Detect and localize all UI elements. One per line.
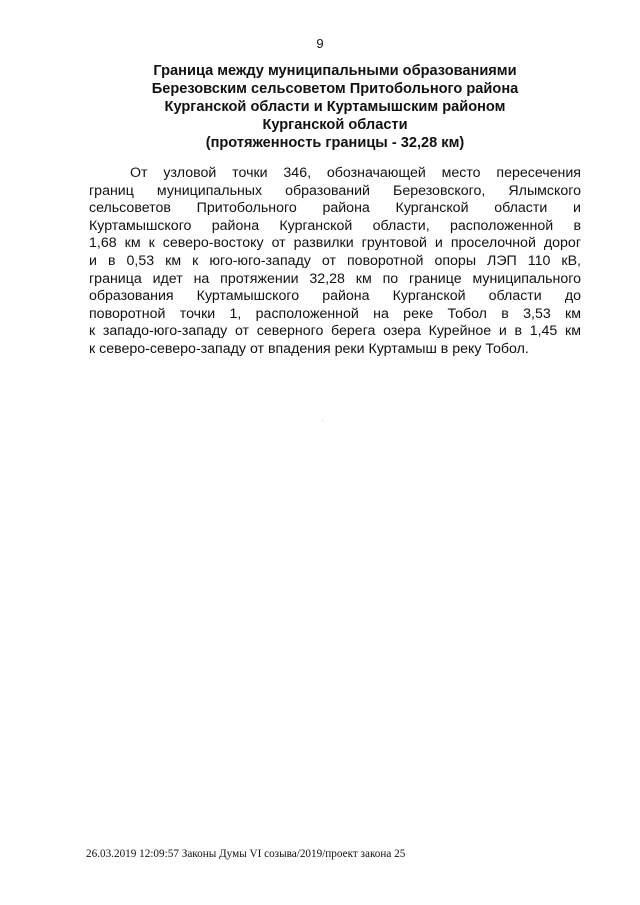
footer-stamp: 26.03.2019 12:09:57 Законы Думы VI созыва/2019/проект закона 25 (86, 848, 406, 860)
title-line: (протяженность границы - 32,28 км) (205, 135, 465, 151)
body-line: 1,68 км к северо-востоку от развилки грунтовой и проселочной дорог (89, 235, 581, 252)
body-line: и в 0,53 км к юго-юго-западу от поворотной опоры ЛЭП 110 кВ, (89, 252, 581, 269)
document-title (88, 62, 582, 152)
boundary-description (89, 165, 581, 359)
body-line: поворотной точки 1, расположенной на реке Тобол в 3,53 км (89, 305, 581, 322)
body-line: образования Куртамышского района Курганской области до (89, 288, 581, 305)
title-line: Курганской области (262, 117, 408, 133)
body-line: Куртамышского района Курганской области, расположенной в (89, 217, 581, 234)
scan-speck (322, 420, 323, 421)
title-line: Курганской области и Куртамышским районом (164, 99, 506, 115)
body-line: границ муниципальных образований Березовского, Ялымского (89, 182, 581, 199)
body-line: От узловой точки 346, обозначающей место пересечения (130, 165, 581, 181)
body-line: к западо-юго-западу от северного берега озера Курейное и в 1,45 км (89, 323, 581, 340)
title-line: Граница между муниципальными образованиями (153, 63, 517, 79)
page-number: 9 (316, 36, 324, 51)
body-line: граница идет на протяжении 32,28 км по границе муниципального (89, 270, 581, 287)
body-line: к северо-северо-западу от впадения реки Куртамыш в реку Тобол. (89, 340, 529, 357)
body-line: сельсоветов Притобольного района Курганской области и (89, 200, 581, 217)
title-line: Березовским сельсоветом Притобольного района (151, 81, 519, 97)
